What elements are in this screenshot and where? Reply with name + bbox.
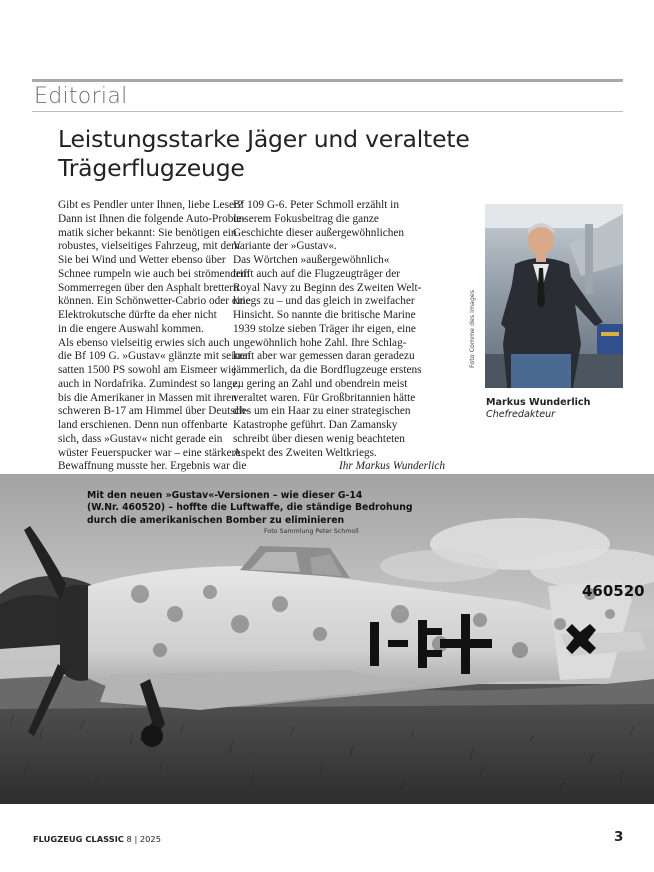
author-photo-credit: Foto Comme des images — [469, 289, 476, 368]
article-column-2 — [233, 199, 453, 474]
text-line: Sommerregen über den Asphalt brettern — [58, 281, 239, 294]
text-line: jämmerlich, da die Bordflugzeuge erstens — [233, 364, 422, 376]
caption-line: Mit den neuen »Gustav«-Versionen – wie dieser G-14 — [87, 490, 363, 501]
text-line: trifft auch auf die Flugzeugträger der — [233, 267, 400, 280]
text-line: veraltet waren. Für Großbritannien hätte — [233, 391, 416, 404]
text-line: Gibt es Pendler unter Ihnen, liebe Leser? — [58, 199, 243, 211]
text-line: zu gering an Zahl und obendrein meist — [233, 377, 408, 390]
text-line: Bewaffnung musste her. Ergebnis war die — [58, 460, 247, 473]
author-role: Chefredakteur — [486, 409, 556, 420]
text-line: robustes, vielseitiges Fahrzeug, mit dem — [58, 240, 240, 253]
photo-credit: Foto Sammlung Peter Schmoll — [264, 528, 359, 535]
text-line: dies um ein Haar zu einer strategischen — [233, 405, 411, 418]
photo-caption — [87, 490, 427, 527]
section-label: Editorial — [34, 84, 128, 109]
author-photo — [485, 204, 623, 388]
text-line: Hinsicht. So nannte die britische Marine — [233, 309, 416, 321]
text-line: auch in Nordafrika. Zumindest so lange, — [58, 377, 241, 390]
text-line: bis die Amerikaner in Massen mit ihren — [58, 391, 237, 404]
text-line: können. Ein Schönwetter-Cabrio oder eine — [58, 295, 251, 308]
text-line: Sie bei Wind und Wetter ebenso über — [58, 254, 226, 266]
text-line: kraft aber war gemessen daran geradezu — [233, 350, 415, 363]
section-divider — [32, 111, 623, 112]
text-line: 1939 stolze sieben Träger ihr eigen, eine — [233, 322, 416, 335]
headline: Leistungsstarke Jäger und veraltete Trägerflugzeuge — [58, 125, 470, 182]
footer-magazine — [33, 834, 161, 844]
text-line: kriegs zu – und das gleich in zweifacher — [233, 295, 415, 308]
issue-number: 8 | 2025 — [126, 834, 161, 844]
text-line: sich, dass »Gustav« nicht gerade ein — [58, 432, 223, 445]
text-line: land erschienen. Denn nun offenbarte — [58, 419, 228, 431]
text-line: matik sicher bekannt: Sie benötigen ein — [58, 226, 237, 239]
signature: Ihr Markus Wunderlich — [338, 460, 445, 473]
text-line: schweren B-17 am Himmel über Deutsch- — [58, 405, 250, 418]
text-line: satten 1500 PS sowohl am Eismeer wie — [58, 364, 237, 376]
caption-line: (W.Nr. 460520) – hoffte die Luftwaffe, die ständige Bedrohung — [87, 502, 413, 514]
magazine-name: FLUGZEUG CLASSIC — [33, 834, 124, 844]
text-line: Als ebenso vielseitig erwies sich auch — [58, 336, 230, 349]
author-name: Markus Wunderlich — [486, 397, 591, 408]
text-line: Aspekt des Zweiten Weltkriegs. — [233, 446, 377, 459]
text-line: unserem Fokusbeitrag die ganze — [233, 212, 379, 225]
text-line: Bf 109 G-6. Peter Schmoll erzählt in — [233, 199, 399, 211]
text-line: Geschichte dieser außergewöhnlichen — [233, 226, 405, 239]
page-number: 3 — [614, 829, 624, 845]
tail-number: 460520 — [582, 582, 645, 600]
text-line: schreibt über diesen wenig beachteten — [233, 432, 405, 445]
text-line: Das Wörtchen »außergewöhnlich« — [233, 254, 390, 266]
top-rule — [32, 79, 623, 82]
author-photo-illustration — [485, 204, 623, 388]
text-line: Elektrokutsche dürfte da eher nicht — [58, 309, 217, 321]
text-line: Dann ist Ihnen die folgende Auto-Proble- — [58, 212, 246, 225]
text-line: Schnee rumpeln wie auch bei strömendem — [58, 267, 250, 280]
text-line: wüster Feuerspucker war – eine stärkere — [58, 446, 241, 459]
text-line: Royal Navy zu Beginn des Zweiten Welt- — [233, 281, 422, 294]
text-line: Katastrophe geführt. Dan Zamansky — [233, 419, 398, 431]
text-line: in die engere Auswahl kommen. — [58, 322, 204, 335]
caption-line: durch die amerikanischen Bomber zu eliminieren — [87, 514, 345, 526]
text-line: Variante der »Gustav«. — [233, 240, 337, 253]
text-line: ungewöhnlich hohe Zahl. Ihre Schlag- — [233, 336, 407, 349]
text-line: die Bf 109 G. »Gustav« glänzte mit seinen — [58, 350, 251, 363]
